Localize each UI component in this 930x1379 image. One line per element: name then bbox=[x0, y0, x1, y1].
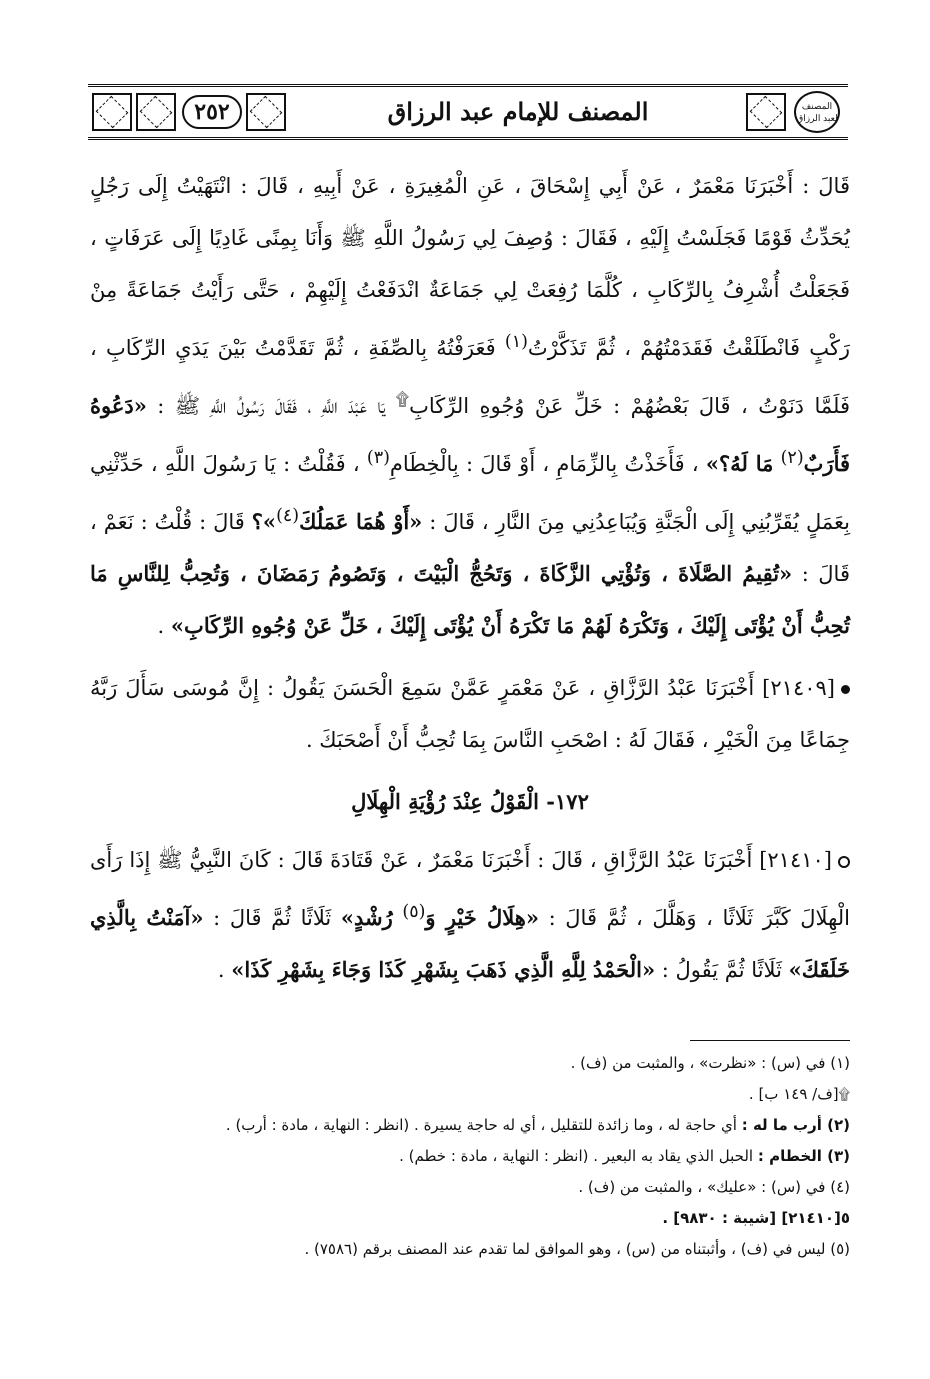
footnote-ref: (١) bbox=[504, 332, 528, 352]
quote-text: «هِلَالُ خَيْرٍ وَ bbox=[425, 905, 539, 930]
footnote-ref: (٤) bbox=[276, 506, 300, 526]
text-segment: . bbox=[217, 958, 225, 982]
footnote-ref: (٥) bbox=[402, 902, 426, 922]
text-segment: ثَلَاثًا ثُمَّ يَقُولُ : bbox=[661, 958, 782, 982]
ornament-icon bbox=[136, 93, 176, 131]
hadith-paragraph bbox=[90, 160, 850, 652]
footnote-item: (٤) في (س) : «عليك» ، والمثبت من (ف) . bbox=[578, 1178, 850, 1196]
ornament-icon bbox=[246, 93, 286, 131]
footnote-item: (٣) الخطام : الحبل الذي يقاد به البعير . (انظر : النهاية ، مادة : خطم) . bbox=[399, 1147, 850, 1165]
footnotes bbox=[80, 1048, 850, 1265]
text-segment: ثَلَاثًا ثُمَّ قَالَ : bbox=[213, 906, 332, 930]
footnote-ref: (٢) bbox=[780, 448, 804, 468]
footnote-ref: (٣) bbox=[366, 448, 390, 468]
book-seal: المصنف لعبد الرزاق bbox=[794, 91, 840, 133]
ornament-icon bbox=[92, 93, 132, 131]
quote-text: «تُقِيمُ الصَّلَاةَ ، وَتُؤْتِي الزَّكَاةَ ، وَتَحُجُّ الْبَيْتَ ، وَتَصُومُ رَمَضَانَ ، وَتُحِبُّ لِلنَّاسِ مَا تُحِبُّ أَنْ يُؤْتَى إِلَيْكَ ، وَتَكْرَهُ لَهُمْ مَا تَكْرَهُ أَنْ يُؤْتَى إِلَيْكَ ، خَلِّ عَنْ وُجُوهِ الرِّكَابِ» bbox=[90, 561, 850, 638]
quote-text: «دَعُوهُ فَأَرَبٌ bbox=[90, 393, 851, 476]
text-segment: فَعَرَفْتُهُ بِالصِّفَةِ ، ثُمَّ تَقَدَّمْتُ بَيْنَ يَدَيِ الرِّكَابِ ، فَلَمَّا دَنَوْتُ ، قَالَ بَعْضُهُمْ : خَلِّ عَنْ وُجُوهِ الرِّكَابِ bbox=[90, 336, 850, 418]
quote-text: «أَوْ هُمَا عَمَلُكَ bbox=[299, 509, 423, 534]
hadith-paragraph bbox=[90, 834, 850, 996]
page-header bbox=[88, 84, 848, 140]
footnote-item: (٢) أرب ما له : أي حاجة له ، وما زائدة للتقليل ، أي له حاجة يسيرة . (انظر : النهاية ، مادة : أرب) . bbox=[225, 1116, 850, 1134]
text-segment: . bbox=[157, 614, 165, 638]
text-segment: يَا عَبْدَ اللَّهِ ، فَقَالَ رَسُولُ اللَّهِ ﷺ : bbox=[157, 394, 386, 418]
footnote-item: (١) في (س) : «نظرت» ، والمثبت من (ف) . bbox=[570, 1054, 850, 1072]
book-title: المصنف للإمام عبد الرزاق bbox=[387, 97, 649, 126]
quote-text: مَا لَهُ؟» bbox=[705, 451, 774, 476]
hadith-paragraph bbox=[90, 662, 850, 766]
page-number: ٢٥٢ bbox=[182, 95, 242, 129]
footnote-divider bbox=[690, 1040, 850, 1041]
ornament-icon bbox=[746, 93, 786, 131]
footnote-item: (٥) ليس في (ف) ، وأثبتناه من (س) ، وهو الموافق لما تقدم عند المصنف برقم (٧٥٨٦) . bbox=[304, 1240, 850, 1258]
text-segment: قَالَ : قُلْتُ : نَعَمْ ، قَالَ : bbox=[90, 510, 850, 586]
text-segment: [٢١٤١٠] أَخْبَرَنَا عَبْدُ الرَّزَّاقِ ، قَالَ : أَخْبَرَنَا مَعْمَرٌ ، عَنْ قَتَادَةَ قَالَ : كَانَ النَّبِيُّ ﷺ إِذَا رَأَى الْهِلَالَ كَبَّرَ ثَلَاثًا ، وَهَلَّلَ ، ثُمَّ قَالَ : bbox=[90, 848, 850, 930]
section-heading: ١٧٢- الْقَوْلُ عِنْدَ رُؤْيَةِ الْهِلَالِ bbox=[351, 789, 589, 814]
footnote-item: ٥[٢١٤١٠] [شيبة : ٩٨٣٠] . bbox=[662, 1209, 850, 1227]
quote-text: »؟ bbox=[251, 509, 277, 534]
footnote-item: ۩[ف/ ١٤٩ ب] . bbox=[748, 1085, 850, 1103]
text-segment: [٢١٤٠٩] أَخْبَرَنَا عَبْدُ الرَّزَّاقِ ، عَنْ مَعْمَرٍ عَمَّنْ سَمِعَ الْحَسَنَ يَقُولُ : إِنَّ مُوسَى سَأَلَ رَبَّهُ جِمَاعًا مِنَ الْخَيْرِ ، فَقَالَ لَهُ : اصْحَبِ النَّاسَ بِمَا تُحِبُّ أَنْ أَصْحَبَكَ . bbox=[90, 676, 850, 752]
text-segment: قَالَ : أَخْبَرَنَا مَعْمَرٌ ، عَنْ أَبِي إِسْحَاقَ ، عَنِ الْمُغِيرَةِ ، عَنْ أَبِيهِ ، قَالَ : انْتَهَيْتُ إِلَى رَجُلٍ يُحَدِّثُ قَوْمًا فَجَلَسْتُ إِلَيْهِ ، فَقَالَ : وُصِفَ لِي رَسُولُ اللَّهِ ﷺ وَأَنَا بِمِنًى غَادِيًا إِلَى عَرَفَاتٍ ، فَجَعَلْتُ أُشْرِفُ بِالرِّكَابِ ، كُلَّمَا رُفِعَتْ لِي جَمَاعَةٌ انْدَفَعْتُ إِلَيْهِمْ ، حَتَّى رَأَيْتُ جَمَاعَةً مِنْ رَكْبٍ فَانْطَلَقْتُ فَقَدَمْتُهُمْ ، ثُمَّ تَذَكَّرْتُ bbox=[90, 174, 850, 360]
text-segment: ، فَأَخَذْتُ بِالزِّمَامِ ، أَوْ قَالَ : بِالْخِطَامِ bbox=[389, 452, 699, 476]
quote-text: «الْحَمْدُ لِلَّهِ الَّذِي ذَهَبَ بِشَهْرِ كَذَا وَجَاءَ بِشَهْرِ كَذَا» bbox=[231, 957, 656, 982]
text-segment: ، فَقُلْتُ : يَا رَسُولَ اللَّهِ ، حَدِّثْنِي بِعَمَلٍ يُقَرِّبُنِي إِلَى الْجَنَّةِ وَيُبَاعِدُنِي مِنَ النَّارِ ، قَالَ : bbox=[90, 452, 850, 534]
main-text bbox=[90, 160, 850, 996]
ring-marker-icon bbox=[838, 856, 850, 868]
folio-mark-icon: ۩ bbox=[395, 390, 410, 410]
quote-text: رُشْدٍ» bbox=[340, 905, 393, 930]
quote-text: «آمَنْتُ بِالَّذِي خَلَقَكَ» bbox=[90, 905, 850, 982]
bullet-icon bbox=[841, 685, 850, 694]
